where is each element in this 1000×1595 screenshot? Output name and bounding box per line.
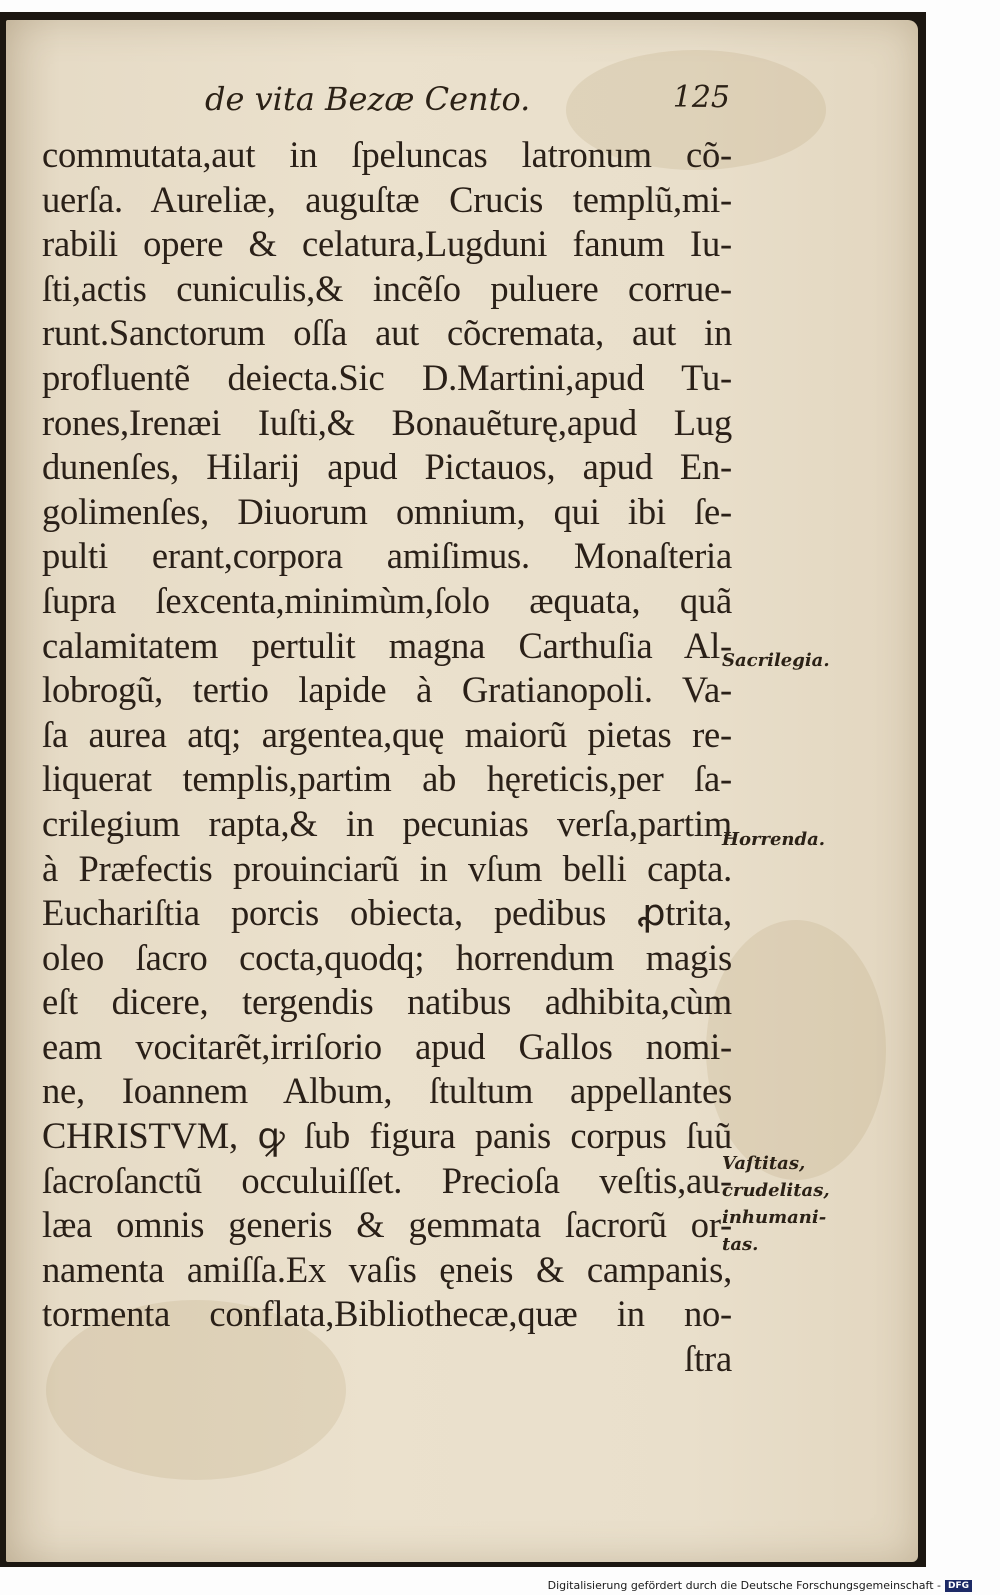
text-line: oleo ſacro cocta,quodq; horrendum magis	[42, 936, 732, 978]
catchword: ſtra	[684, 1338, 732, 1380]
text-line: eam vocitarẽt,irriſorio apud Gallos nomi-	[42, 1025, 732, 1067]
margin-note-line: inhumani-	[722, 1207, 827, 1228]
dfg-logo: DFG	[945, 1580, 972, 1592]
text-line: ne, Ioannem Album, ſtultum appellantes	[42, 1070, 732, 1112]
credit-text: Digitalisierung gefördert durch die Deutsche Forschungsgemeinschaft -	[547, 1579, 941, 1592]
text-line: ſupra ſexcenta,minimùm,ſolo æquata, quã	[42, 579, 732, 621]
text-line: crilegium rapta,& in pecunias verſa,partim	[42, 802, 732, 844]
margin-note-line: tas.	[722, 1234, 759, 1255]
text-line: ſa aurea atq; argentea,quę maiorũ pietas re-	[42, 713, 732, 755]
text-line: uerſa. Aureliæ, auguſtæ Crucis templũ,mi-	[42, 178, 732, 220]
text-line: ſti,actis cuniculis,& incẽſo puluere corrue-	[42, 267, 732, 309]
text-line: eſt dicere, tergendis natibus adhibita,cùm	[42, 981, 732, 1023]
text-line: pulti erant,corpora amiſimus. Monaſteria	[42, 535, 732, 577]
text-line: ſacroſanctũ occuluiſſet. Precioſa veſtis,au-	[42, 1159, 732, 1201]
text-line: dunenſes, Hilarij apud Pictauos, apud En-	[42, 446, 732, 488]
margin-note-text: Horrenda.	[722, 829, 826, 850]
text-line: namenta amiſſa.Ex vaſis ęneis & campanis,	[42, 1248, 732, 1290]
text-line: runt.Sanctorum oſſa aut cõcremata, aut in	[42, 312, 732, 354]
margin-note-horrenda	[722, 826, 825, 853]
text-line: CHRISTVM, ꝙ ſub figura panis corpus ſuũ	[42, 1115, 732, 1157]
text-line: rabili opere & celatura,Lugduni fanum Iu-	[42, 223, 732, 265]
running-title: de vita Bezæ Cento.	[205, 80, 531, 118]
body-text	[42, 133, 732, 1382]
margin-note-line: crudelitas,	[722, 1180, 830, 1201]
margin-note-sacrilegia	[722, 647, 830, 674]
text-line: golimenſes, Diuorum omnium, qui ibi ſe-	[42, 490, 732, 532]
text-line: tormenta conflata,Bibliothecæ,quæ in no-	[42, 1293, 732, 1335]
text-line: profluentẽ deiecta.Sic D.Martini,apud Tu-	[42, 356, 732, 398]
text-line: lobrogũ, tertio lapide à Gratianopoli. Va-	[42, 669, 732, 711]
text-line: Euchariſtia porcis obiecta, pedibus ꝓtrita,	[42, 892, 732, 934]
text-line: læa omnis generis & gemmata ſacrorũ or-	[42, 1204, 732, 1246]
margin-note-line: Vaſtitas,	[722, 1153, 806, 1174]
page-number: 125	[672, 80, 730, 115]
text-line: commutata,aut in ſpeluncas latronum cõ-	[42, 134, 732, 175]
text-line: calamitatem pertulit magna Carthuſia Al-	[42, 624, 732, 666]
text-line: liquerat templis,partim ab hęreticis,per ſa-	[42, 758, 732, 800]
digitization-credit	[548, 1579, 972, 1592]
page-header	[205, 80, 730, 130]
margin-note-vastitas	[722, 1150, 830, 1258]
text-line: à Præfectis prouinciarũ in vſum belli capta.	[42, 847, 732, 889]
paper-stain	[706, 920, 886, 1180]
text-line: rones,Irenæi Iuſti,& Bonauẽturę,apud Lug	[42, 401, 732, 443]
margin-note-text: Sacrilegia.	[722, 650, 830, 671]
